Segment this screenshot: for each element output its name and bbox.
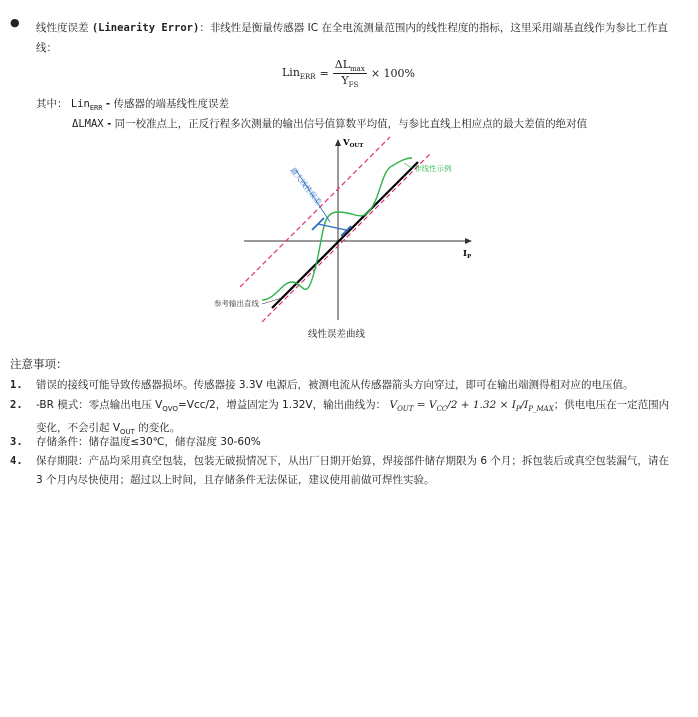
reference-line [272,162,418,308]
where-label: 其中： [36,98,68,110]
where-dl: ΔLMAX [72,118,104,130]
note-number: 2. [10,399,23,411]
where-dl-desc: 同一校准点上，正反行程多次测量的输出信号值算数平均值，与参比直线上相应点的最大差值的绝对值 [114,118,588,130]
note-item [10,452,678,490]
note-number: 3. [10,436,23,448]
term-description: 非线性是衡量传感器 IC 在全电流测量范围内的线性程度的指标，这里采用端基直线作为参比工作直线： [36,22,668,54]
where-dash-2: - [106,118,112,130]
formula-lhs: Lin$_{ERR}$ [282,66,316,82]
term-cn: 线性度误差 [36,22,89,34]
note-text: 存储条件：储存温度≤30℃，储存湿度 30-60% [36,436,261,448]
formula-suffix: × 100% [370,67,415,81]
where-lin-desc: 传感器的端基线性度误差 [113,98,230,110]
reference-label: 参考输出直线 [214,299,259,308]
notes-title: 注意事项： [10,357,68,371]
output-equation: $V_{OUT} = V_{CC}/2 + 1.32 \times I_P/I_{P\_MAX}$ [389,399,554,414]
note-item [10,433,678,452]
max-error-label: 最大线性误差 [288,165,324,207]
where-dash-1: - [105,98,111,110]
curve-label-leader [404,163,412,168]
note-number: 4. [10,455,23,467]
formula-numerator: $\Delta L_{max}$ [334,58,365,74]
formula-denominator: $Y_{FS}$ [341,74,359,90]
note-text: 错误的接线可能导致传感器损坏。传感器接 3.3V 电源后，被测电流从传感器箭头方向穿过，即可在输出端测得相对应的电压值。 [36,379,634,391]
where-lin: Lin$_{ERR}$ [70,98,103,113]
note-text: -BR 模式：零点输出电压 $V_{QVO}=Vcc/2$，增益固定为 1.32V，输出曲线为： $V_{OUT} = V_{CC}/2 + 1.32 \times I_P/I_{P\_MAX}$；供电电压在一定范围内变化，不会引起 $V_{OUT}$ 的变化。 [36,399,670,437]
lower-band-line [262,154,430,322]
nonlinear-curve [262,158,412,300]
note-number: 1. [10,379,23,391]
note-item [10,376,678,395]
max-error-tick-left [312,218,324,230]
curve-label: 非线性示例 [414,164,452,173]
x-axis-label: $I_P$ [463,249,472,260]
y-axis-label: $V_{OUT}$ [343,138,364,149]
note-text: 保存期限：产品均采用真空包装，包装无破损情况下，从出厂日期开始算，焊接部件储存期限为 6 个月；拆包装后或真空包装漏气，请在 3 个月内尽快使用；超过以上时间，且存储条件无法保证，建议使用前做可焊性实验。 [36,455,669,486]
term-colon: ： [199,22,210,34]
formula-equals: = [319,67,329,81]
term-en: (Linearity Error) [91,22,200,34]
figure-caption: 线性误差曲线 [308,329,366,340]
y-axis-arrow-icon [335,139,341,146]
x-axis-arrow-icon [465,238,472,244]
max-error-line [318,224,346,230]
bullet-icon: ● [10,16,20,29]
